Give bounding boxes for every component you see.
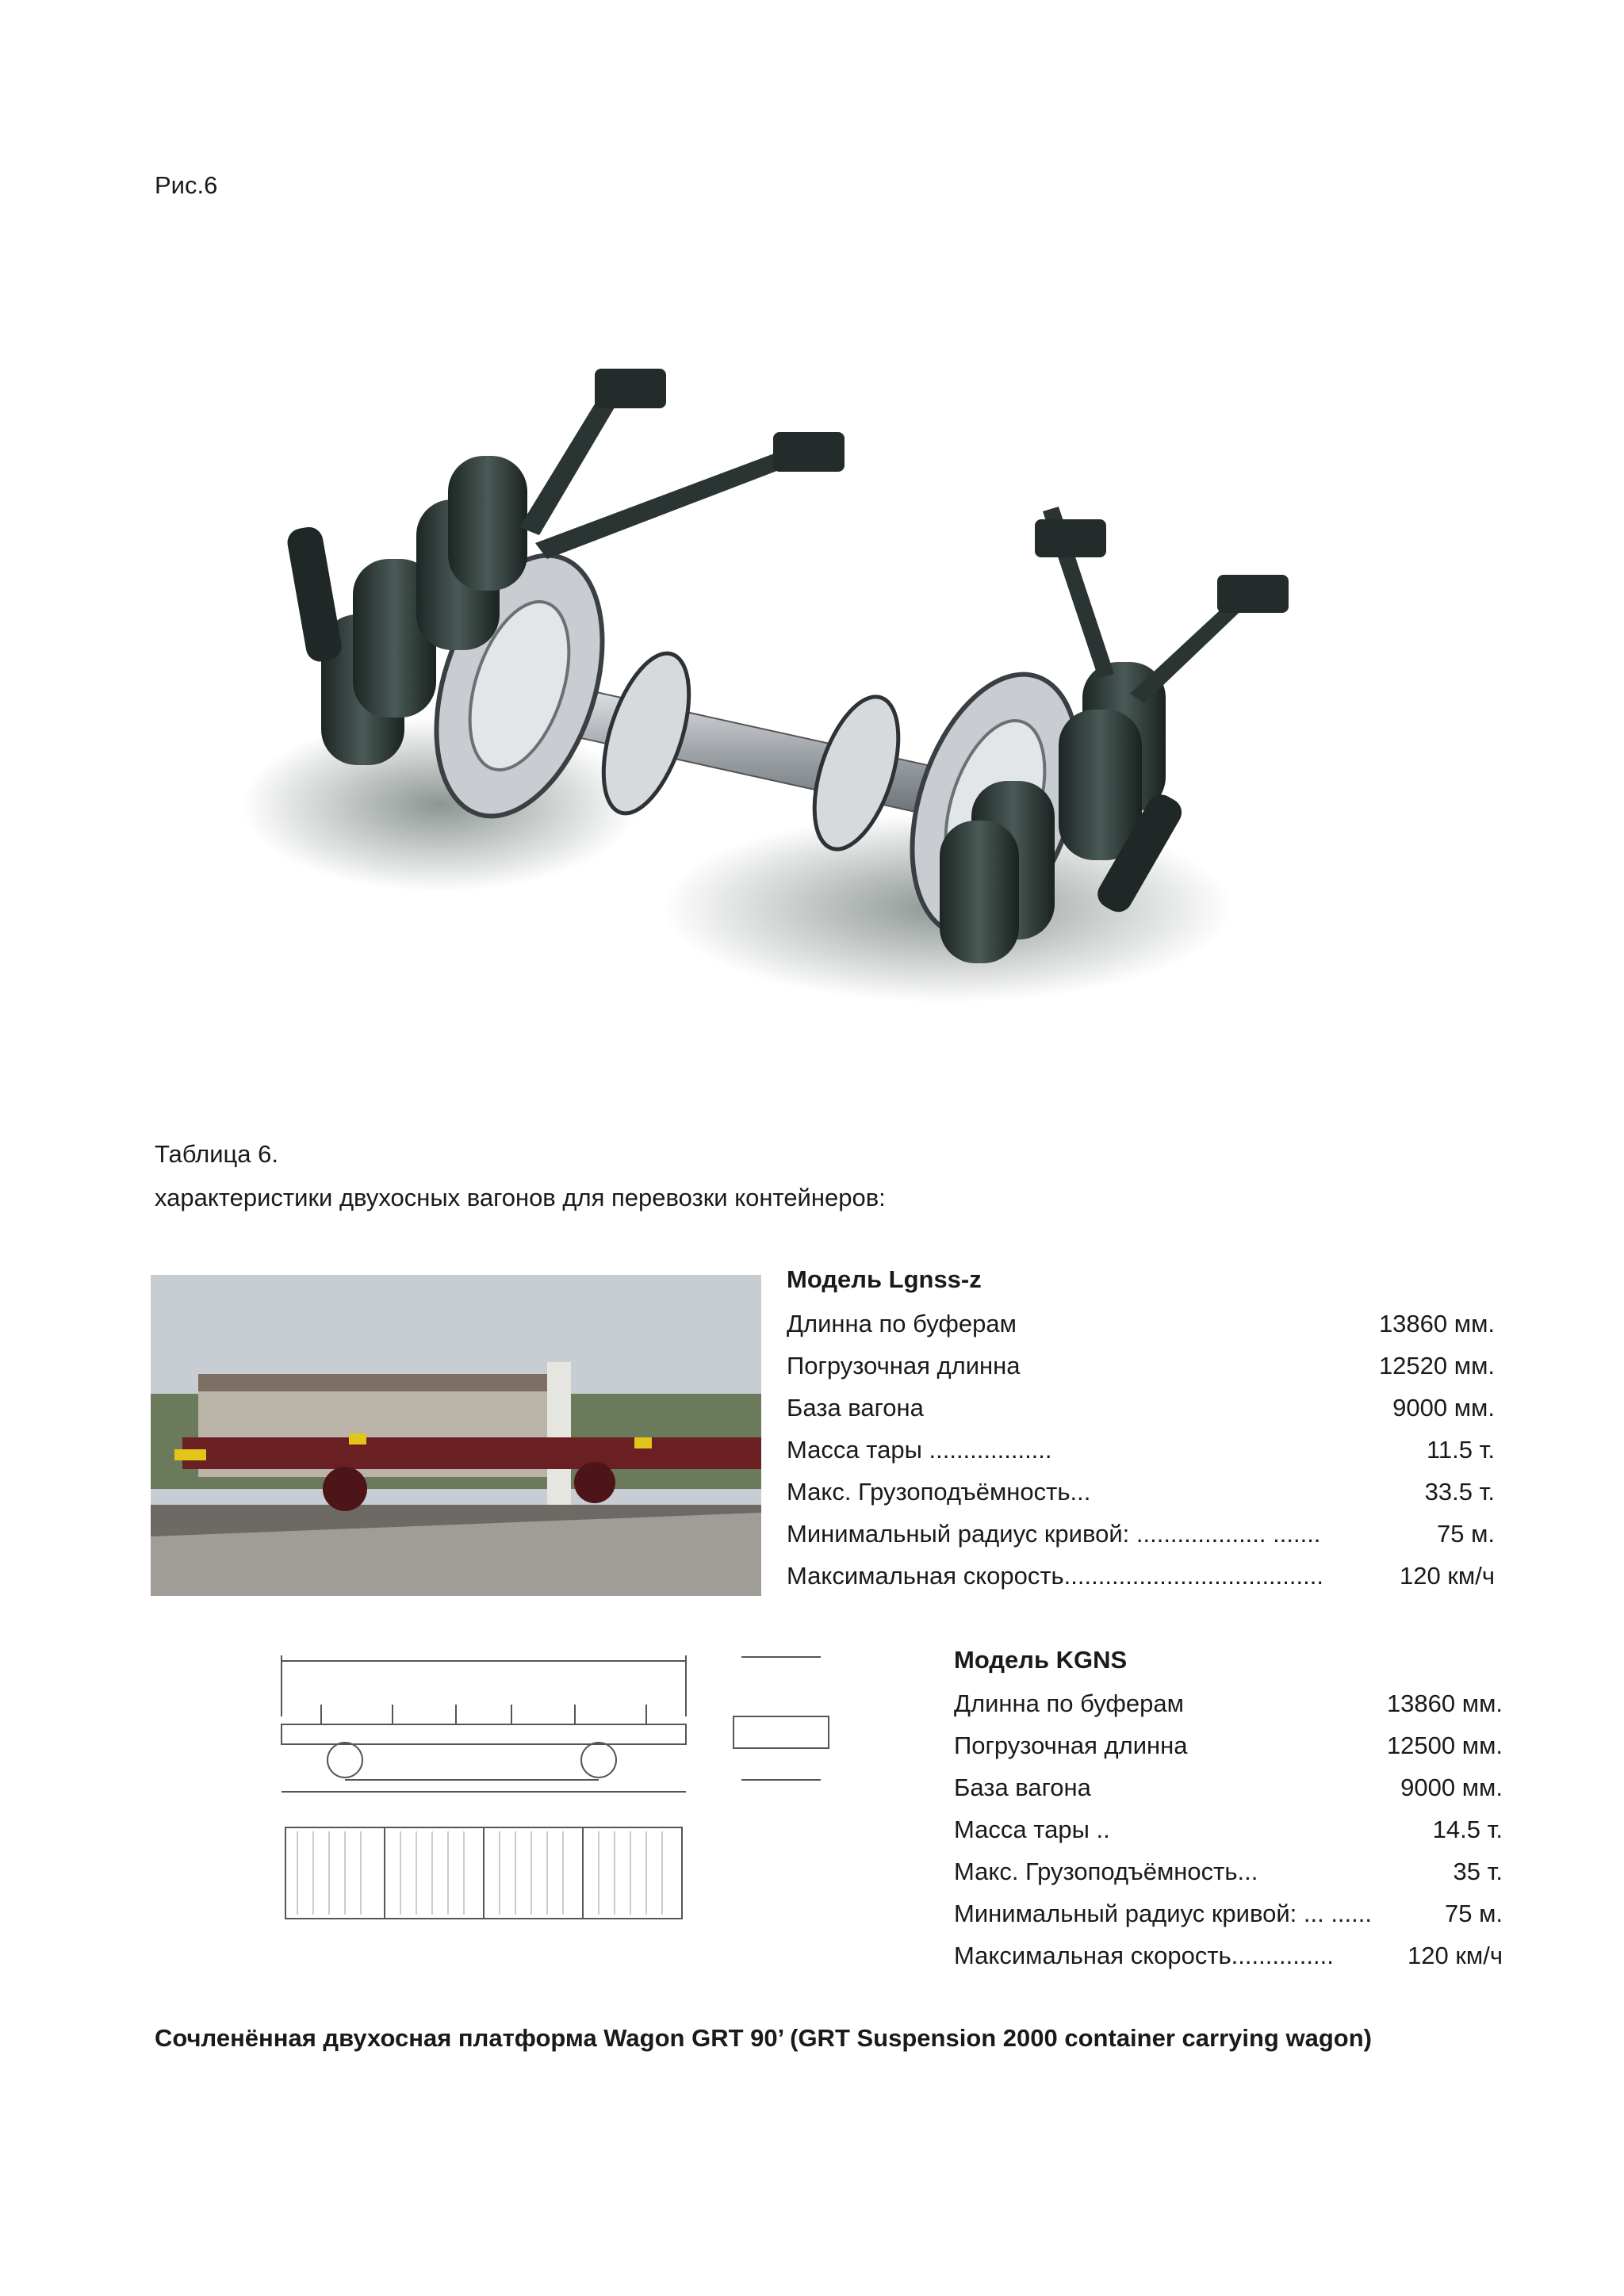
spec-value: 120 км/ч [1400,1562,1495,1590]
spec-value: 13860 мм. [1378,1310,1495,1337]
spec-value: 12500 мм. [1386,1732,1503,1759]
spec-value: 75 м. [1436,1520,1495,1548]
spec-label: Максимальная скорость............... [954,1942,1334,1969]
spec-label: Минимальный радиус кривой: ................... ....... [787,1520,1321,1548]
arm-pad-shape [1217,575,1289,613]
spec-value: 9000 мм. [1392,1394,1495,1422]
spec-label: Минимальный радиус кривой: ... ...... [954,1900,1372,1927]
spec-value: 12520 мм. [1378,1352,1495,1380]
table-subtitle: характеристики двухосных вагонов для перевозки контейнеров: [155,1184,886,1211]
figure-caption: Рис.6 [155,171,218,199]
wagon-wheel-shape [323,1467,367,1511]
spec-value: 75 м. [1444,1900,1503,1927]
spec-value: 35 т. [1453,1858,1503,1885]
spec-label: База вагона [954,1774,1091,1801]
drawing-wheel-shape [581,1743,616,1777]
spec-value: 33.5 т. [1424,1478,1495,1506]
spec-value: 11.5 т. [1426,1436,1495,1464]
building-roof-shape [198,1374,571,1391]
spec-value: 9000 мм. [1400,1774,1503,1801]
model2-title: Модель KGNS [954,1646,1128,1674]
marker-shape [634,1437,652,1448]
spec-label: Погрузочная длинна [954,1732,1188,1759]
spec-label: Длинна по буферам [954,1689,1184,1717]
damper-shape [285,525,344,664]
spec-value: 120 км/ч [1408,1942,1503,1969]
spec-label: Масса тары .. [954,1816,1110,1843]
table-caption: Таблица 6. [155,1140,279,1168]
spec-value: 14.5 т. [1432,1816,1503,1843]
model1-title: Модель Lgnss-z [787,1265,982,1293]
spec-label: Погрузочная длинна [787,1352,1021,1380]
spec-label: Макс. Грузоподъёмность... [954,1858,1258,1885]
spec-label: База вагона [787,1394,924,1422]
marker-shape [174,1449,206,1460]
spec-label: Длинна по буферам [787,1310,1017,1337]
wagon-frame-shape [182,1437,761,1469]
wheelset-illustration [234,361,1400,1011]
frame-side-shape [282,1724,686,1744]
drawing-wheel-shape [327,1743,362,1777]
marker-shape [349,1433,366,1445]
spec-label: Макс. Грузоподъёмность... [787,1478,1091,1506]
arm-pad-shape [773,432,845,472]
arm-pad-shape [1035,519,1106,557]
spring-shape [448,456,527,591]
frame-end-shape [733,1716,829,1748]
spring-shape [940,821,1019,963]
arm-pad-shape [595,369,666,408]
wagon-drawing [258,1641,848,1938]
spec-label: Максимальная скорость...................................... [787,1562,1323,1590]
spec-value: 13860 мм. [1386,1689,1503,1717]
wagon-wheel-shape [574,1462,615,1503]
section-heading: Сочленённая двухосная платформа Wagon GRT 90’ (GRT Suspension 2000 container carrying wagon) [155,2024,1372,2052]
spec-label: Масса тары .................. [787,1436,1052,1464]
wagon-photo [151,1275,761,1596]
